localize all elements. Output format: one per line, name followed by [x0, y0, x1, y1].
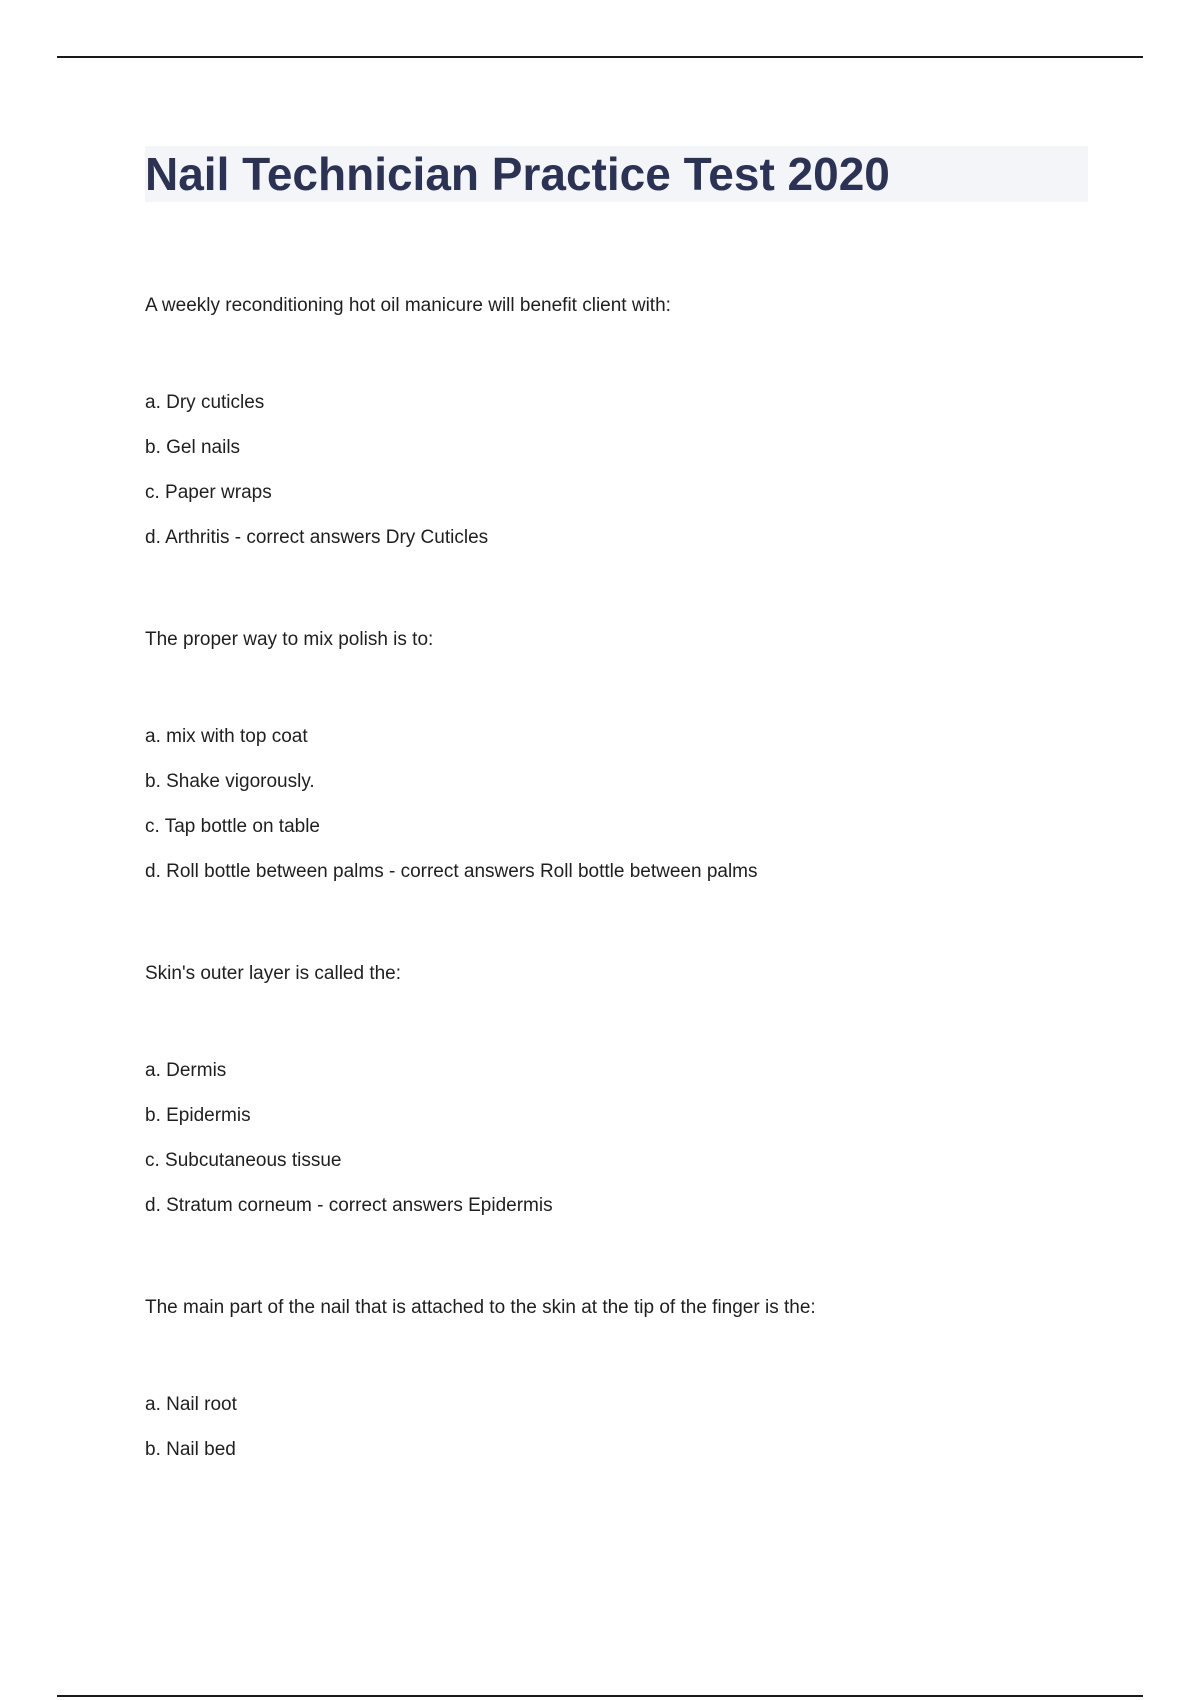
question-4 — [145, 1291, 1090, 1472]
question-3 — [145, 957, 1090, 1228]
answer-option: b. Shake vigorously. — [145, 771, 315, 792]
question-prompt: A weekly reconditioning hot oil manicure will benefit client with: — [145, 295, 671, 316]
answer-option: b. Epidermis — [145, 1105, 251, 1126]
answer-option: a. mix with top coat — [145, 726, 308, 747]
question-2 — [145, 623, 1090, 894]
answer-option: b. Gel nails — [145, 437, 241, 458]
answer-option: a. Dermis — [145, 1060, 227, 1081]
page-bottom-rule — [57, 1695, 1143, 1697]
question-prompt: The main part of the nail that is attached to the skin at the tip of the finger is the: — [145, 1297, 816, 1318]
question-list — [145, 289, 1090, 1472]
question-prompt: Skin's outer layer is called the: — [145, 963, 402, 984]
question-prompt: The proper way to mix polish is to: — [145, 629, 434, 650]
answer-option: c. Subcutaneous tissue — [145, 1150, 342, 1171]
answer-option: c. Paper wraps — [145, 482, 272, 503]
answer-options — [145, 1048, 1090, 1228]
answer-option: d. Roll bottle between palms - correct answers Roll bottle between palms — [145, 861, 758, 882]
answer-options — [145, 714, 1090, 894]
answer-option: d. Stratum corneum - correct answers Epidermis — [145, 1195, 553, 1216]
page-top-rule — [57, 56, 1143, 58]
title-block — [145, 146, 1088, 202]
answer-option: d. Arthritis - correct answers Dry Cuticles — [145, 527, 489, 548]
answer-options — [145, 380, 1090, 560]
answer-option: a. Nail root — [145, 1394, 237, 1415]
answer-option: a. Dry cuticles — [145, 392, 265, 413]
document-title: Nail Technician Practice Test 2020 — [145, 148, 890, 200]
answer-option: c. Tap bottle on table — [145, 816, 320, 837]
answer-option: b. Nail bed — [145, 1439, 236, 1460]
question-1 — [145, 289, 1090, 560]
answer-options — [145, 1382, 1090, 1472]
